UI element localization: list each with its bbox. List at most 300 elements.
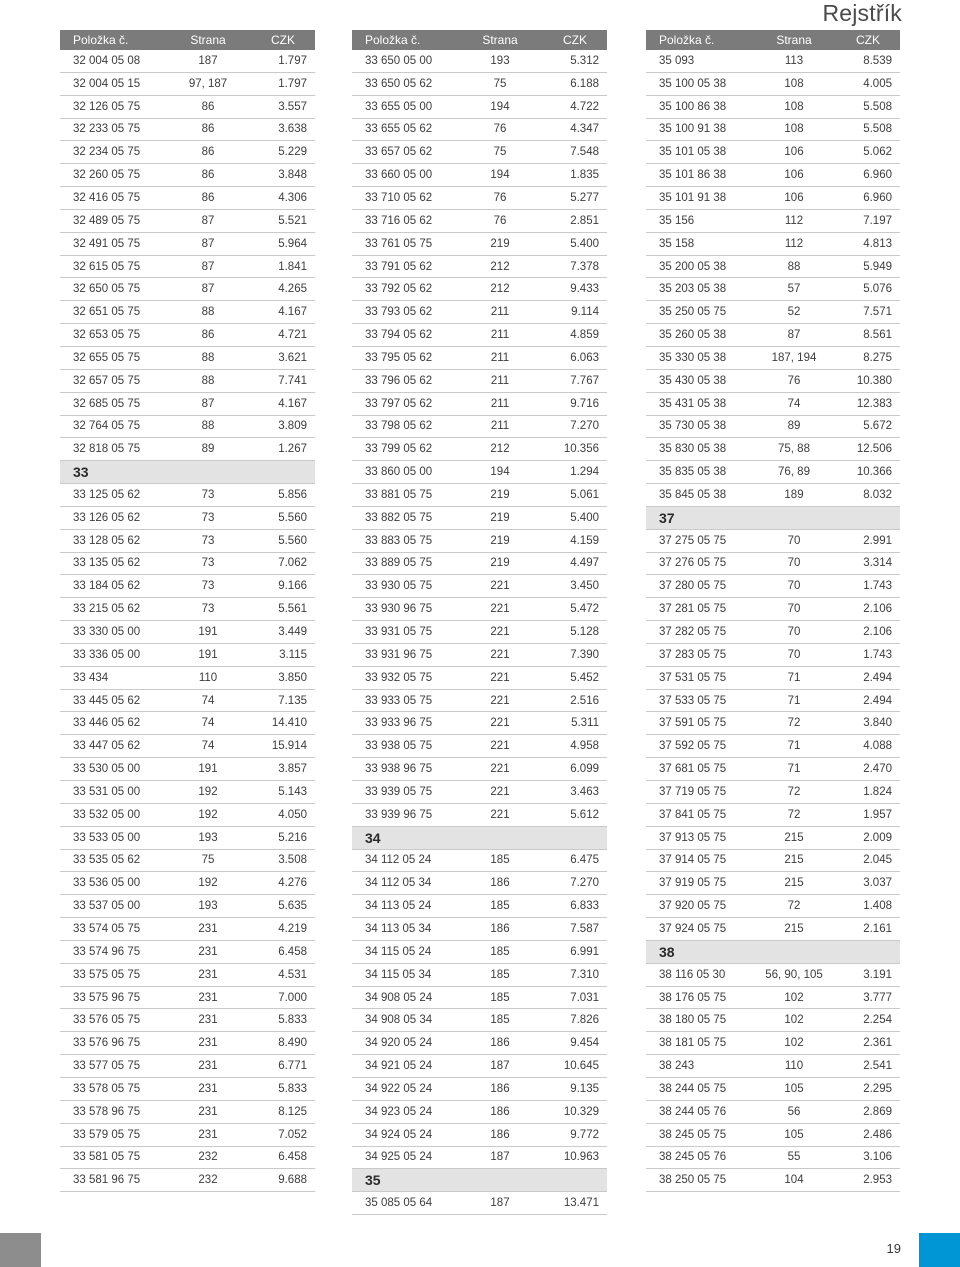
price: 2.486 <box>863 1128 892 1141</box>
table-row <box>646 1055 900 1078</box>
item-number: 37 719 05 75 <box>659 785 727 798</box>
page-ref: 71 <box>787 763 801 776</box>
table-row <box>646 644 900 667</box>
header-price: CZK <box>563 33 587 47</box>
page-ref: 76 <box>493 123 507 136</box>
price: 1.841 <box>278 260 307 273</box>
price: 12.506 <box>856 443 892 456</box>
page-ref: 221 <box>490 785 510 798</box>
page-ref: 75, 88 <box>778 443 810 456</box>
price: 1.294 <box>570 466 599 479</box>
header-price: CZK <box>856 33 880 47</box>
item-number: 35 100 05 38 <box>659 77 727 90</box>
item-number: 33 336 05 00 <box>73 648 141 661</box>
page-ref: 185 <box>490 900 510 913</box>
page-ref: 72 <box>787 785 801 798</box>
price: 2.541 <box>863 1060 892 1073</box>
item-number: 37 920 05 75 <box>659 900 727 913</box>
page-ref: 86 <box>201 123 215 136</box>
table-row <box>352 530 607 553</box>
item-number: 35 431 05 38 <box>659 397 727 410</box>
table-row <box>352 210 607 233</box>
item-number: 38 116 05 30 <box>659 968 726 981</box>
page-ref: 71 <box>787 671 801 684</box>
page-ref: 231 <box>198 922 218 935</box>
price: 1.743 <box>863 580 892 593</box>
item-number: 35 156 <box>659 214 695 227</box>
price: 5.612 <box>570 808 599 821</box>
item-number: 32 651 05 75 <box>73 306 141 319</box>
item-number: 37 913 05 75 <box>659 831 727 844</box>
price: 4.531 <box>278 968 307 981</box>
page-ref: 88 <box>201 420 215 433</box>
page-ref: 194 <box>490 466 510 479</box>
table-row <box>352 324 607 347</box>
item-number: 38 180 05 75 <box>659 1014 727 1027</box>
price: 8.490 <box>278 1037 307 1050</box>
price: 6.458 <box>278 1151 307 1164</box>
table-row <box>60 96 315 119</box>
price: 3.314 <box>863 557 892 570</box>
item-number: 37 841 05 75 <box>659 808 727 821</box>
page-ref: 221 <box>490 808 510 821</box>
table-row <box>60 964 315 987</box>
table-row <box>646 690 900 713</box>
item-number: 33 930 96 75 <box>365 603 433 616</box>
price: 5.311 <box>571 717 599 730</box>
page-ref: 211 <box>490 420 510 433</box>
item-number: 35 730 05 38 <box>659 420 727 433</box>
item-number: 35 430 05 38 <box>659 374 727 387</box>
table-row <box>352 1101 607 1124</box>
page-ref: 106 <box>784 146 804 159</box>
page-ref: 187 <box>198 54 218 67</box>
item-number: 32 126 05 75 <box>73 100 141 113</box>
page-ref: 74 <box>201 740 215 753</box>
table-row <box>646 324 900 347</box>
item-number: 33 931 05 75 <box>365 626 433 639</box>
table-row <box>646 370 900 393</box>
table-row <box>352 918 607 941</box>
item-number: 33 881 05 75 <box>365 488 433 501</box>
item-number: 33 716 05 62 <box>365 214 433 227</box>
price: 4.722 <box>570 100 599 113</box>
item-number: 32 685 05 75 <box>73 397 141 410</box>
price: 4.859 <box>570 329 599 342</box>
page-ref: 73 <box>201 603 215 616</box>
table-row <box>60 438 315 461</box>
item-number: 33 577 05 75 <box>73 1060 141 1073</box>
price: 8.539 <box>863 54 892 67</box>
table-row <box>352 164 607 187</box>
price: 4.265 <box>278 283 307 296</box>
item-number: 38 250 05 75 <box>659 1174 727 1187</box>
item-number: 37 282 05 75 <box>659 626 727 639</box>
item-number: 33 939 96 75 <box>365 808 433 821</box>
price: 6.960 <box>863 191 892 204</box>
page-ref: 74 <box>787 397 801 410</box>
item-number: 34 112 05 24 <box>365 854 432 867</box>
page-ref: 231 <box>198 1014 218 1027</box>
page-ref: 75 <box>201 854 215 867</box>
page-ref: 194 <box>490 169 510 182</box>
price: 5.277 <box>570 191 599 204</box>
page-ref: 110 <box>198 671 218 684</box>
page-ref: 219 <box>490 534 510 547</box>
table-row <box>352 233 607 256</box>
header-page: Strana <box>776 33 812 47</box>
page-ref: 187 <box>490 1197 510 1210</box>
table-row <box>60 781 315 804</box>
price: 4.497 <box>570 557 599 570</box>
page-ref: 231 <box>198 968 218 981</box>
page-ref: 215 <box>784 854 804 867</box>
price: 1.797 <box>278 77 307 90</box>
price: 5.833 <box>278 1082 307 1095</box>
item-number: 32 416 05 75 <box>73 191 141 204</box>
table-row <box>646 712 900 735</box>
table-row <box>60 73 315 96</box>
table-row <box>60 690 315 713</box>
item-number: 37 924 05 75 <box>659 922 727 935</box>
page-ref: 191 <box>198 763 218 776</box>
item-number: 32 491 05 75 <box>73 237 141 250</box>
group-heading: 33 <box>60 461 315 484</box>
page-ref: 193 <box>490 54 510 67</box>
item-number: 37 591 05 75 <box>659 717 727 730</box>
page-ref: 104 <box>784 1174 804 1187</box>
page-ref: 219 <box>490 488 510 501</box>
index-rows <box>352 50 607 1215</box>
price: 3.557 <box>278 100 307 113</box>
table-row <box>352 1078 607 1101</box>
price: 9.114 <box>571 306 599 319</box>
price: 6.960 <box>863 169 892 182</box>
page-ref: 191 <box>198 626 218 639</box>
page-ref: 108 <box>784 77 804 90</box>
price: 10.329 <box>563 1105 599 1118</box>
price: 3.850 <box>278 671 307 684</box>
item-number: 33 135 05 62 <box>73 557 141 570</box>
page-ref: 56 <box>787 1105 801 1118</box>
price: 7.741 <box>278 374 307 387</box>
table-row <box>352 667 607 690</box>
page-ref: 88 <box>201 374 215 387</box>
price: 1.824 <box>863 785 892 798</box>
table-row <box>60 1078 315 1101</box>
price: 2.991 <box>863 534 892 547</box>
table-row <box>352 119 607 142</box>
item-number: 33 660 05 00 <box>365 169 433 182</box>
table-row <box>352 941 607 964</box>
page-ref: 185 <box>490 945 510 958</box>
footer-blue-tab <box>919 1233 960 1267</box>
table-row <box>60 370 315 393</box>
table-row <box>646 735 900 758</box>
table-row <box>352 347 607 370</box>
price: 5.472 <box>570 603 599 616</box>
price: 1.408 <box>863 900 892 913</box>
page-ref: 185 <box>490 968 510 981</box>
item-number: 32 004 05 15 <box>73 77 141 90</box>
item-number: 33 930 05 75 <box>365 580 433 593</box>
item-number: 32 489 05 75 <box>73 214 141 227</box>
price: 5.856 <box>278 488 307 501</box>
page-ref: 72 <box>787 808 801 821</box>
price: 3.115 <box>279 648 307 661</box>
table-row <box>352 1032 607 1055</box>
table-row <box>646 96 900 119</box>
page-ref: 212 <box>490 260 510 273</box>
page-ref: 88 <box>201 306 215 319</box>
table-row <box>60 210 315 233</box>
price: 9.166 <box>278 580 307 593</box>
page-ref: 231 <box>198 1105 218 1118</box>
page-ref: 189 <box>784 488 804 501</box>
item-number: 35 101 91 38 <box>659 191 727 204</box>
table-row <box>646 964 900 987</box>
item-number: 34 921 05 24 <box>365 1060 433 1073</box>
item-number: 34 922 05 24 <box>365 1082 433 1095</box>
price: 5.508 <box>863 100 892 113</box>
table-row <box>60 918 315 941</box>
page-ref: 55 <box>787 1151 801 1164</box>
table-row <box>646 210 900 233</box>
table-row <box>646 461 900 484</box>
page-ref: 76 <box>493 214 507 227</box>
table-row <box>646 164 900 187</box>
table-row <box>352 895 607 918</box>
price: 4.813 <box>863 237 892 250</box>
page-ref: 86 <box>201 329 215 342</box>
page-ref: 221 <box>490 694 510 707</box>
table-row <box>60 553 315 576</box>
table-row <box>60 256 315 279</box>
table-row <box>60 233 315 256</box>
table-row <box>352 416 607 439</box>
price: 2.494 <box>863 694 892 707</box>
page-ref: 105 <box>784 1082 804 1095</box>
price: 4.721 <box>278 329 307 342</box>
item-number: 37 283 05 75 <box>659 648 727 661</box>
price: 5.400 <box>570 511 599 524</box>
table-row <box>352 553 607 576</box>
table-row <box>646 438 900 461</box>
price: 6.188 <box>570 77 599 90</box>
table-row <box>646 621 900 644</box>
page-ref: 72 <box>787 900 801 913</box>
price: 1.957 <box>863 808 892 821</box>
price: 8.125 <box>278 1105 307 1118</box>
table-row <box>646 758 900 781</box>
table-row <box>60 119 315 142</box>
page-ref: 186 <box>490 1105 510 1118</box>
item-number: 34 113 05 34 <box>365 922 432 935</box>
item-number: 33 533 05 00 <box>73 831 141 844</box>
price: 5.400 <box>570 237 599 250</box>
price: 7.062 <box>278 557 307 570</box>
item-number: 33 125 05 62 <box>73 488 141 501</box>
price: 5.560 <box>278 534 307 547</box>
page-ref: 87 <box>787 329 801 342</box>
table-row <box>646 553 900 576</box>
table-row <box>60 575 315 598</box>
page-ref: 211 <box>490 397 510 410</box>
table-row <box>646 872 900 895</box>
table-row <box>60 712 315 735</box>
table-row <box>352 50 607 73</box>
item-number: 33 655 05 00 <box>365 100 433 113</box>
item-number: 38 245 05 75 <box>659 1128 727 1141</box>
price: 7.000 <box>278 991 307 1004</box>
price: 6.458 <box>278 945 307 958</box>
price: 5.560 <box>278 511 307 524</box>
price: 1.267 <box>278 443 307 456</box>
group-heading: 35 <box>352 1169 607 1192</box>
price: 6.991 <box>570 945 599 958</box>
page-ref: 221 <box>490 580 510 593</box>
header-item: Položka č. <box>659 33 715 47</box>
table-row <box>352 872 607 895</box>
page-ref: 221 <box>490 626 510 639</box>
table-row <box>60 1032 315 1055</box>
item-number: 37 275 05 75 <box>659 534 727 547</box>
price: 4.276 <box>278 877 307 890</box>
price: 3.621 <box>278 351 307 364</box>
price: 7.270 <box>570 420 599 433</box>
price: 2.254 <box>863 1014 892 1027</box>
item-number: 33 889 05 75 <box>365 557 433 570</box>
price: 6.099 <box>570 763 599 776</box>
price: 5.508 <box>863 123 892 136</box>
page-ref: 232 <box>198 1174 218 1187</box>
price: 8.275 <box>863 351 892 364</box>
price: 10.366 <box>856 466 892 479</box>
item-number: 33 446 05 62 <box>73 717 141 730</box>
table-row <box>60 393 315 416</box>
page-ref: 187 <box>490 1151 510 1164</box>
price: 7.378 <box>570 260 599 273</box>
column-header <box>352 30 607 50</box>
item-number: 33 536 05 00 <box>73 877 141 890</box>
price: 2.851 <box>570 214 599 227</box>
table-row <box>60 621 315 644</box>
table-row <box>60 850 315 873</box>
item-number: 33 575 05 75 <box>73 968 141 981</box>
page-ref: 75 <box>493 146 507 159</box>
price: 14.410 <box>271 717 307 730</box>
table-row <box>646 1101 900 1124</box>
item-number: 33 579 05 75 <box>73 1128 141 1141</box>
page-ref: 221 <box>490 648 510 661</box>
price: 5.061 <box>570 488 599 501</box>
item-number: 38 244 05 76 <box>659 1105 727 1118</box>
page-ref: 193 <box>198 900 218 913</box>
price: 5.964 <box>278 237 307 250</box>
table-row <box>60 1055 315 1078</box>
price: 4.167 <box>278 306 307 319</box>
item-number: 33 445 05 62 <box>73 694 141 707</box>
page-ref: 73 <box>201 557 215 570</box>
table-row <box>352 301 607 324</box>
price: 7.310 <box>570 968 599 981</box>
price: 2.494 <box>863 671 892 684</box>
item-number: 33 434 <box>73 671 109 684</box>
page-ref: 231 <box>198 1082 218 1095</box>
page-ref: 192 <box>198 808 218 821</box>
price: 10.356 <box>563 443 599 456</box>
item-number: 34 112 05 34 <box>365 877 432 890</box>
item-number: 38 243 <box>659 1060 695 1073</box>
table-row <box>352 438 607 461</box>
page-ref: 74 <box>201 694 215 707</box>
item-number: 35 845 05 38 <box>659 488 727 501</box>
page-ref: 71 <box>787 694 801 707</box>
index-rows <box>60 50 315 1192</box>
table-row <box>60 667 315 690</box>
price: 7.052 <box>278 1128 307 1141</box>
item-number: 33 797 05 62 <box>365 397 433 410</box>
item-number: 32 004 05 08 <box>73 54 141 67</box>
price: 3.106 <box>863 1151 892 1164</box>
page-ref: 191 <box>198 648 218 661</box>
table-row <box>646 575 900 598</box>
page-ref: 105 <box>784 1128 804 1141</box>
table-row <box>60 872 315 895</box>
page-ref: 73 <box>201 534 215 547</box>
page-ref: 70 <box>787 603 801 616</box>
price: 7.548 <box>570 146 599 159</box>
table-row <box>60 1009 315 1032</box>
page-ref: 221 <box>490 763 510 776</box>
item-number: 35 260 05 38 <box>659 329 727 342</box>
table-row <box>646 187 900 210</box>
table-row <box>646 850 900 873</box>
table-row <box>646 987 900 1010</box>
table-row <box>60 301 315 324</box>
table-row <box>646 1032 900 1055</box>
item-number: 33 650 05 62 <box>365 77 433 90</box>
price: 5.229 <box>278 146 307 159</box>
item-number: 32 655 05 75 <box>73 351 141 364</box>
page-ref: 112 <box>784 237 804 250</box>
price: 5.949 <box>863 260 892 273</box>
item-number: 32 650 05 75 <box>73 283 141 296</box>
price: 7.135 <box>278 694 307 707</box>
price: 5.062 <box>863 146 892 159</box>
price: 7.826 <box>570 1014 599 1027</box>
price: 3.449 <box>278 626 307 639</box>
page-ref: 74 <box>201 717 215 730</box>
price: 8.561 <box>863 329 892 342</box>
table-row <box>352 1124 607 1147</box>
item-number: 33 578 96 75 <box>73 1105 141 1118</box>
table-row <box>352 1055 607 1078</box>
table-row <box>646 141 900 164</box>
page-ref: 221 <box>490 671 510 684</box>
item-number: 33 938 05 75 <box>365 740 433 753</box>
item-number: 32 657 05 75 <box>73 374 141 387</box>
price: 4.005 <box>863 77 892 90</box>
item-number: 33 574 05 75 <box>73 922 141 935</box>
item-number: 33 883 05 75 <box>365 534 433 547</box>
price: 3.848 <box>278 169 307 182</box>
table-row <box>352 256 607 279</box>
table-row <box>352 96 607 119</box>
item-number: 33 939 05 75 <box>365 785 433 798</box>
item-number: 33 933 96 75 <box>365 717 433 730</box>
table-row <box>352 484 607 507</box>
